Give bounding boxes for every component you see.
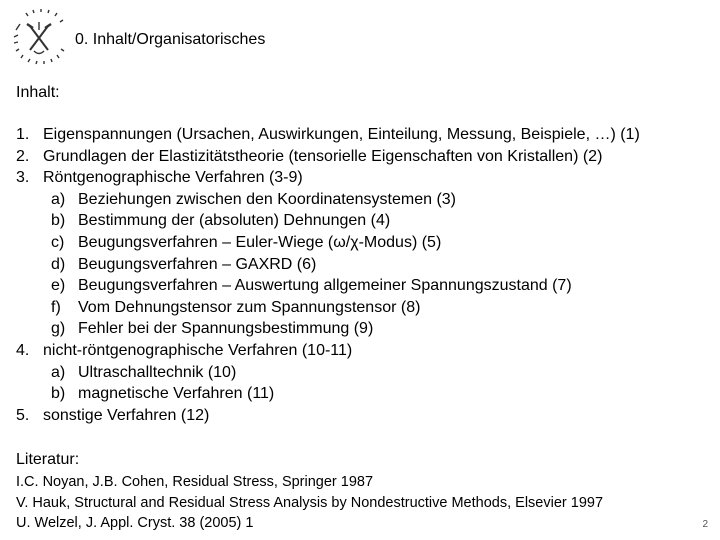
item-number: b): [51, 212, 66, 230]
item-number: 1.: [16, 126, 30, 143]
item-number: b): [51, 385, 66, 403]
item-text: Vom Dehnungstensor zum Spannungstensor (8): [78, 298, 421, 316]
item-number: g): [51, 320, 66, 338]
item-text: Eigenspannungen (Ursachen, Auswirkungen, Einteilung, Messung, Beispiele, …) (1): [43, 126, 640, 143]
literature-list: [16, 472, 603, 534]
item-text: Beugungsverfahren – Auswertung allgemeiner Spannungszustand (7): [78, 277, 572, 295]
item-text: nicht-röntgenographische Verfahren (10-11): [43, 341, 353, 359]
item-text: Ultraschalltechnik (10): [78, 363, 237, 381]
literature-entry: V. Hauk, Structural and Residual Stress Analysis by Nondestructive Methods, Elsevier 1997: [16, 494, 604, 511]
item-number: a): [51, 190, 66, 208]
item-text: Bestimmung der (absoluten) Dehnungen (4): [78, 212, 391, 230]
page-number: 2: [702, 519, 708, 530]
literature-heading: Literatur:: [16, 451, 80, 468]
item-number: e): [51, 277, 66, 295]
item-number: 3.: [16, 169, 30, 187]
literature-entry: I.C. Noyan, J.B. Cohen, Residual Stress, Springer 1987: [16, 474, 374, 490]
item-number: a): [51, 363, 66, 381]
item-number: 5.: [16, 406, 30, 424]
university-seal-icon: [6, 4, 72, 70]
item-number: 2.: [16, 147, 30, 165]
item-text: Beziehungen zwischen den Koordinatensystemen (3): [78, 190, 457, 208]
item-text: Fehler bei der Spannungsbestimmung (9): [78, 320, 374, 338]
contents-heading: Inhalt:: [16, 84, 60, 101]
item-text: Grundlagen der Elastizitätstheorie (tensorielle Eigenschaften von Kristallen) (2): [43, 147, 603, 165]
item-number: d): [51, 255, 66, 273]
item-text: Beugungsverfahren – GAXRD (6): [78, 255, 317, 273]
item-number: c): [51, 233, 65, 251]
item-text: magnetische Verfahren (11): [78, 385, 275, 403]
item-text: Röntgenographische Verfahren (3-9): [43, 169, 303, 187]
item-number: f): [51, 298, 61, 316]
item-text: sonstige Verfahren (12): [43, 406, 210, 424]
literature-entry: U. Welzel, J. Appl. Cryst. 38 (2005) 1: [16, 515, 254, 531]
item-text: Beugungsverfahren – Euler-Wiege (ω/χ-Modus) (5): [78, 233, 442, 251]
item-number: 4.: [16, 341, 30, 359]
page-title: 0. Inhalt/Organisatorisches: [75, 31, 266, 48]
